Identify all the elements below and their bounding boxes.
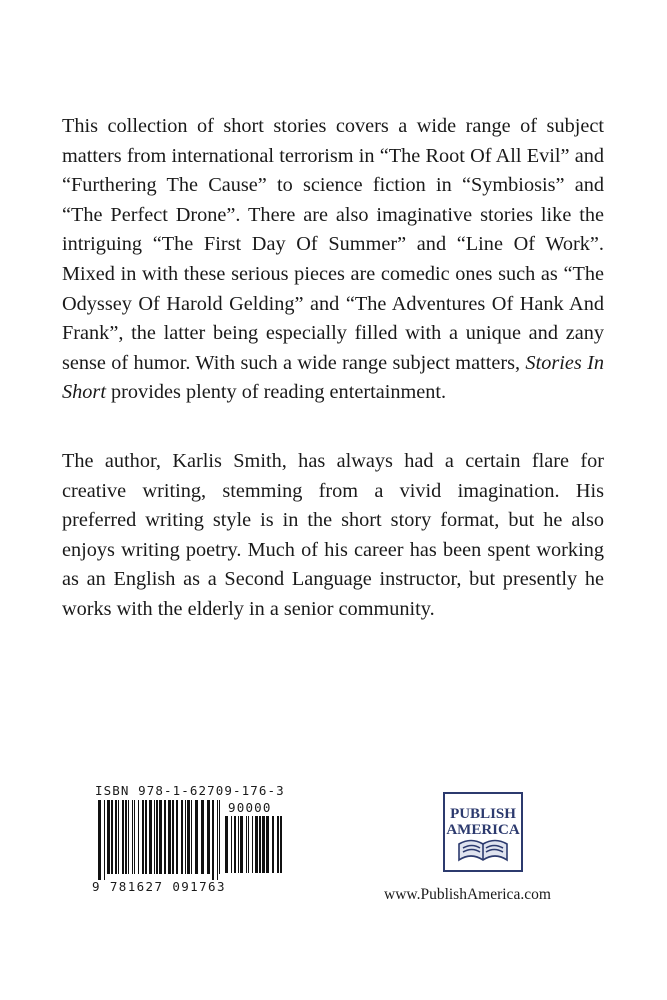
author-bio: The author, Karlis Smith, has always had a certain flare for creative writing, stemming from a vivid imagination. His preferred writing style is in the short story format, but he also enjoys writing poetry. Much of his career has been spent working as an English as a Second Language instructor, but presently he works with the elderly in a senior community. <box>62 450 604 620</box>
barcode-bar <box>255 816 258 873</box>
barcode-bar <box>142 800 144 874</box>
barcode-bar <box>219 800 220 874</box>
barcode-bar <box>252 816 253 873</box>
isbn-barcode <box>92 783 288 903</box>
open-book-icon <box>459 841 507 861</box>
barcode-bar <box>201 800 204 874</box>
barcode-bar <box>277 816 279 873</box>
barcode-bar <box>185 800 186 874</box>
barcode-bar <box>156 800 158 874</box>
barcode-bar <box>191 800 192 874</box>
addon-barcode-bars <box>225 816 283 879</box>
ean-digits: 9 781627 091763 <box>92 879 226 894</box>
barcode-bar <box>154 800 155 874</box>
barcode-bar <box>98 800 101 880</box>
barcode-bar <box>107 800 110 874</box>
barcode-bar <box>246 816 247 873</box>
description-text: This collection of short stories covers a wide range of subject matters from international terrorism in “The Root Of All Evil” and “Furthering The Cause” to science fiction in “Symbiosis” and “The Perfect Drone”. There are also imaginative stories like the intriguing “The First Day Of Summer” and “Line Of Work”. Mixed in with these serious pieces are comedic ones such as “The Odyssey Of Harold Gelding” and “The Adventures Of Hank And Frank”, the latter being especially filled with a unique and zany sense of humor. With such a wide range subject matters, <box>62 115 604 374</box>
description-text-end: provides plenty of reading entertainment. <box>105 381 447 404</box>
price-addon-number: 90000 <box>228 800 272 815</box>
barcode-bar <box>149 800 152 874</box>
barcode-bar <box>262 816 265 873</box>
barcode-bar <box>272 816 274 873</box>
barcode-bar <box>125 800 127 874</box>
barcode-bar <box>212 800 214 880</box>
barcode-bar <box>122 800 124 874</box>
barcode-bar <box>231 816 232 873</box>
barcode-bar <box>128 800 129 874</box>
barcode-bar <box>176 800 178 874</box>
barcode-bar <box>132 800 133 874</box>
barcode-bar <box>238 816 239 873</box>
barcode-bar <box>111 800 113 874</box>
barcode-bar <box>248 816 249 873</box>
barcode-bar <box>172 800 174 874</box>
barcode-bar <box>187 800 190 874</box>
publisher-website: www.PublishAmerica.com <box>384 886 551 903</box>
barcode-bar <box>164 800 166 874</box>
barcode-bar <box>280 816 282 873</box>
publish-america-logo <box>443 792 523 872</box>
barcode-bar <box>138 800 139 874</box>
barcode-bar <box>225 816 228 873</box>
book-description <box>62 112 604 408</box>
ean-barcode-bars <box>98 800 222 880</box>
logo-word-publish: PUBLISH <box>450 806 516 822</box>
barcode-bar <box>181 800 183 874</box>
barcode-bar <box>266 816 269 873</box>
barcode-bar <box>168 800 171 874</box>
barcode-bar <box>104 800 105 880</box>
book-title-italic: Stories In Short <box>62 351 605 404</box>
logo-art <box>445 794 521 870</box>
barcode-bar <box>195 800 198 874</box>
barcode-bar <box>145 800 147 874</box>
barcode-bar <box>207 800 210 874</box>
isbn-number: ISBN 978-1-62709-176-3 <box>95 783 285 798</box>
logo-word-america: AMERICA <box>446 822 520 838</box>
barcode-bar <box>240 816 243 873</box>
barcode-bar <box>118 800 119 874</box>
barcode-bar <box>159 800 162 874</box>
barcode-bar <box>259 816 261 873</box>
barcode-bar <box>115 800 117 874</box>
barcode-bar <box>234 816 236 873</box>
barcode-bar <box>134 800 135 874</box>
barcode-bar <box>217 800 218 880</box>
